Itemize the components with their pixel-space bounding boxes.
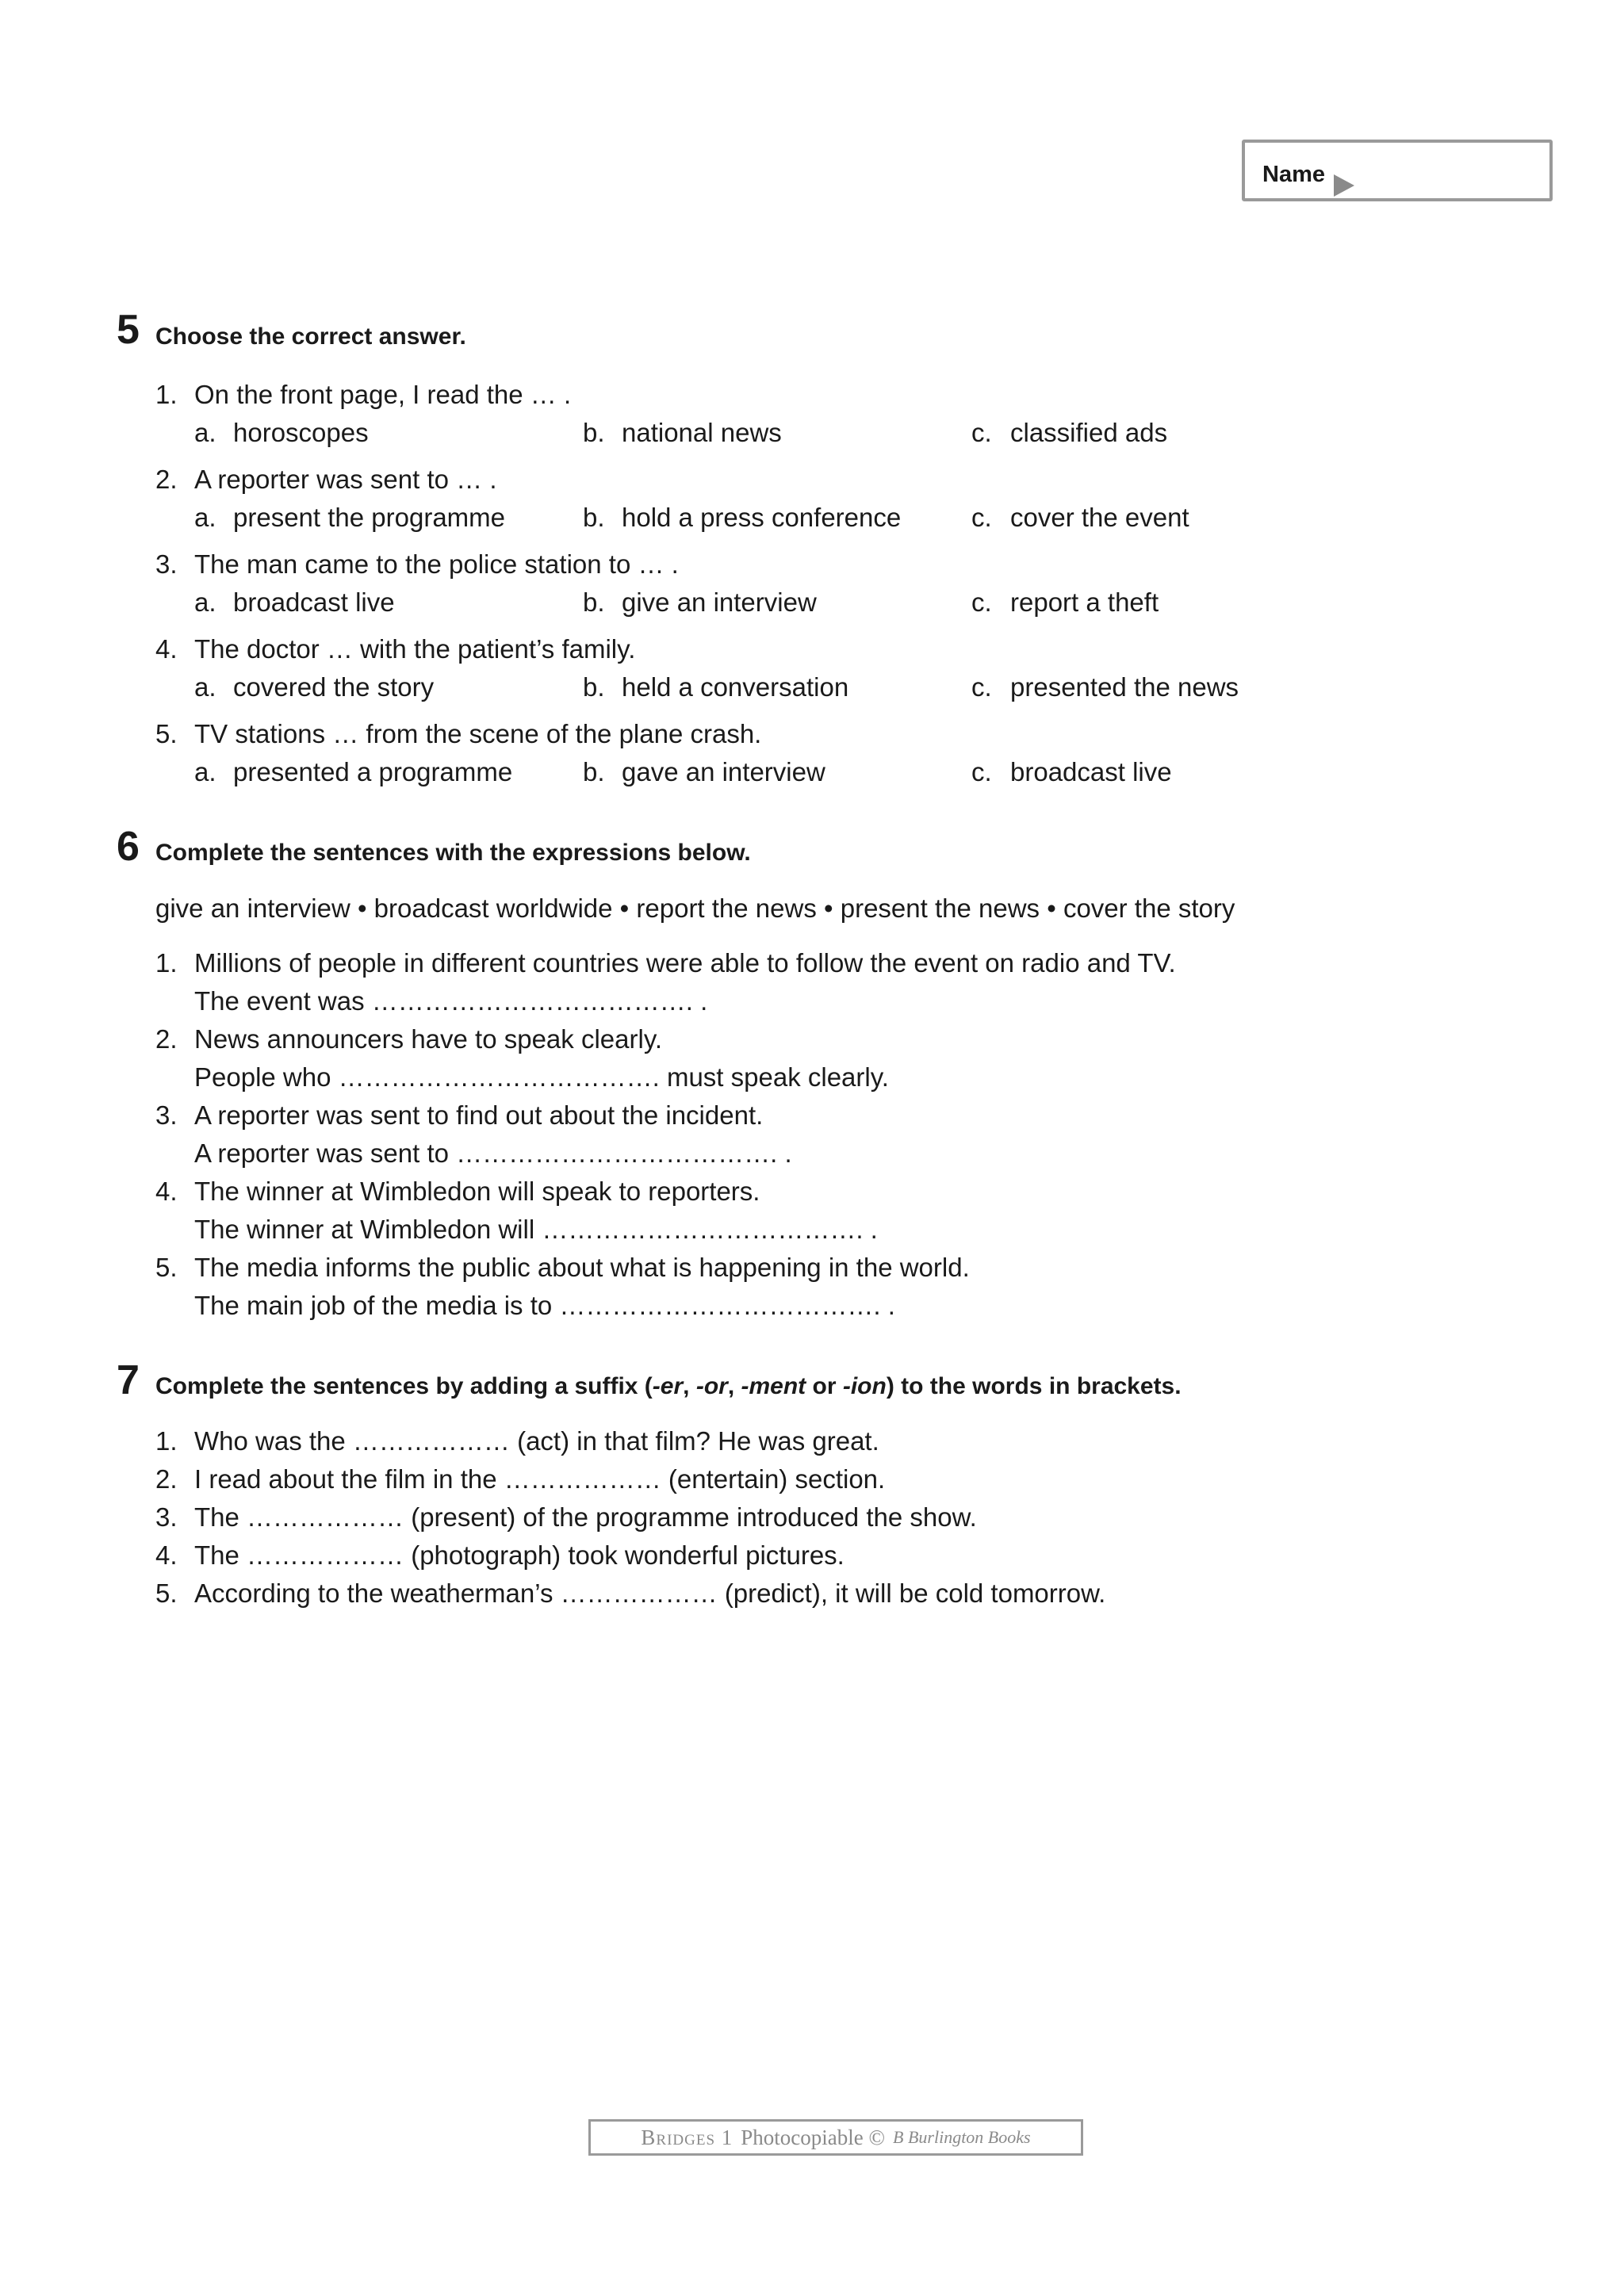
question-text: According to the weatherman’s ……………… (predict), it will be cold tomorrow. [194, 1578, 1106, 1608]
option-letter: c. [971, 672, 992, 702]
option-text: report a theft [1010, 587, 1159, 617]
footer-copy: Photocopiable © [741, 2125, 886, 2149]
answer-line: A reporter was sent to ………………………………. . [194, 1138, 792, 1168]
option-letter: b. [583, 418, 605, 447]
suffix: -ion [842, 1373, 887, 1399]
section-title: Complete the sentences with the expressions below. [155, 840, 751, 866]
option-text: classified ads [1010, 418, 1168, 447]
option-letter: c. [971, 503, 992, 532]
option-text: hold a press conference [622, 503, 902, 532]
section-title [155, 1373, 1182, 1400]
option-text: broadcast live [1010, 757, 1172, 786]
question-number: 1. [155, 948, 178, 978]
suffix: -ment [741, 1373, 806, 1399]
question-number: 2. [155, 1464, 178, 1494]
section-number: 7 [117, 1357, 140, 1403]
option-letter: a. [194, 587, 216, 617]
suffix: -er [652, 1373, 684, 1399]
option-letter: b. [583, 757, 605, 786]
answer-line: The main job of the media is to ………………………………. . [194, 1291, 895, 1320]
question-number: 5. [155, 719, 178, 748]
option-letter: b. [583, 503, 605, 532]
question-text: I read about the film in the ……………… (entertain) section. [194, 1464, 886, 1494]
question-text: On the front page, I read the … . [194, 380, 572, 409]
option-text: present the programme [233, 503, 506, 532]
question-number: 1. [155, 380, 178, 409]
question-text: Who was the ……………… (act) in that film? He was great. [194, 1426, 879, 1456]
section-number: 6 [117, 824, 140, 870]
question-text: The man came to the police station to … . [194, 549, 679, 579]
answer-line: The winner at Wimbledon will ………………………………. . [194, 1215, 878, 1244]
option-text: presented the news [1010, 672, 1239, 702]
question-number: 1. [155, 1426, 178, 1456]
question-number: 3. [155, 1100, 178, 1130]
question-text: The doctor … with the patient’s family. [194, 634, 636, 664]
name-label: Name [1262, 162, 1325, 187]
option-letter: a. [194, 672, 216, 702]
answer-line: People who ………………………………. must speak clearly. [194, 1062, 889, 1092]
option-text: covered the story [233, 672, 435, 702]
option-letter: b. [583, 672, 605, 702]
question-text: Millions of people in different countries were able to follow the event on radio and TV. [194, 948, 1176, 978]
question-number: 4. [155, 1177, 178, 1206]
section-number: 5 [117, 307, 140, 353]
question-text: The media informs the public about what is happening in the world. [194, 1253, 970, 1282]
option-text: held a conversation [622, 672, 849, 702]
question-number: 2. [155, 1024, 178, 1054]
option-text: national news [622, 418, 782, 447]
question-number: 5. [155, 1578, 178, 1608]
option-letter: a. [194, 757, 216, 786]
name-field[interactable] [1242, 140, 1553, 201]
answer-line: The event was ………………………………. . [194, 986, 708, 1016]
question-text: A reporter was sent to … . [194, 465, 497, 494]
title-text: ) to the words in brackets. [886, 1373, 1182, 1399]
option-text: presented a programme [233, 757, 513, 786]
question-number: 3. [155, 1502, 178, 1532]
title-text: or [806, 1373, 843, 1399]
question-number: 5. [155, 1253, 178, 1282]
question-number: 4. [155, 1540, 178, 1570]
question-number: 4. [155, 634, 178, 664]
question-text: The ……………… (photograph) took wonderful pictures. [194, 1540, 845, 1570]
question-number: 2. [155, 465, 178, 494]
title-text: , [727, 1373, 741, 1399]
footer-brand: Bridges 1 [641, 2125, 733, 2149]
option-letter: c. [971, 587, 992, 617]
option-letter: b. [583, 587, 605, 617]
title-text: , [683, 1373, 696, 1399]
footer-copyright [588, 2119, 1083, 2156]
option-text: horoscopes [233, 418, 369, 447]
option-text: give an interview [622, 587, 817, 617]
section-title: Choose the correct answer. [155, 323, 466, 350]
option-letter: a. [194, 503, 216, 532]
option-letter: c. [971, 757, 992, 786]
title-text: Complete the sentences by adding a suffix ( [155, 1373, 653, 1399]
option-letter: a. [194, 418, 216, 447]
question-text: A reporter was sent to find out about the incident. [194, 1100, 764, 1130]
option-text: cover the event [1010, 503, 1189, 532]
arrow-right-icon [1334, 174, 1354, 197]
question-text: The ……………… (present) of the programme introduced the show. [194, 1502, 977, 1532]
option-text: broadcast live [233, 587, 395, 617]
publisher-logo: B Burlington Books [893, 2127, 1031, 2147]
question-text: TV stations … from the scene of the plane crash. [194, 719, 762, 748]
word-bank: give an interview • broadcast worldwide • report the news • present the news • cover the story [155, 894, 1235, 923]
question-number: 3. [155, 549, 178, 579]
suffix: -or [695, 1373, 728, 1399]
option-text: gave an interview [622, 757, 825, 786]
question-text: News announcers have to speak clearly. [194, 1024, 663, 1054]
option-letter: c. [971, 418, 992, 447]
question-text: The winner at Wimbledon will speak to reporters. [194, 1177, 760, 1206]
